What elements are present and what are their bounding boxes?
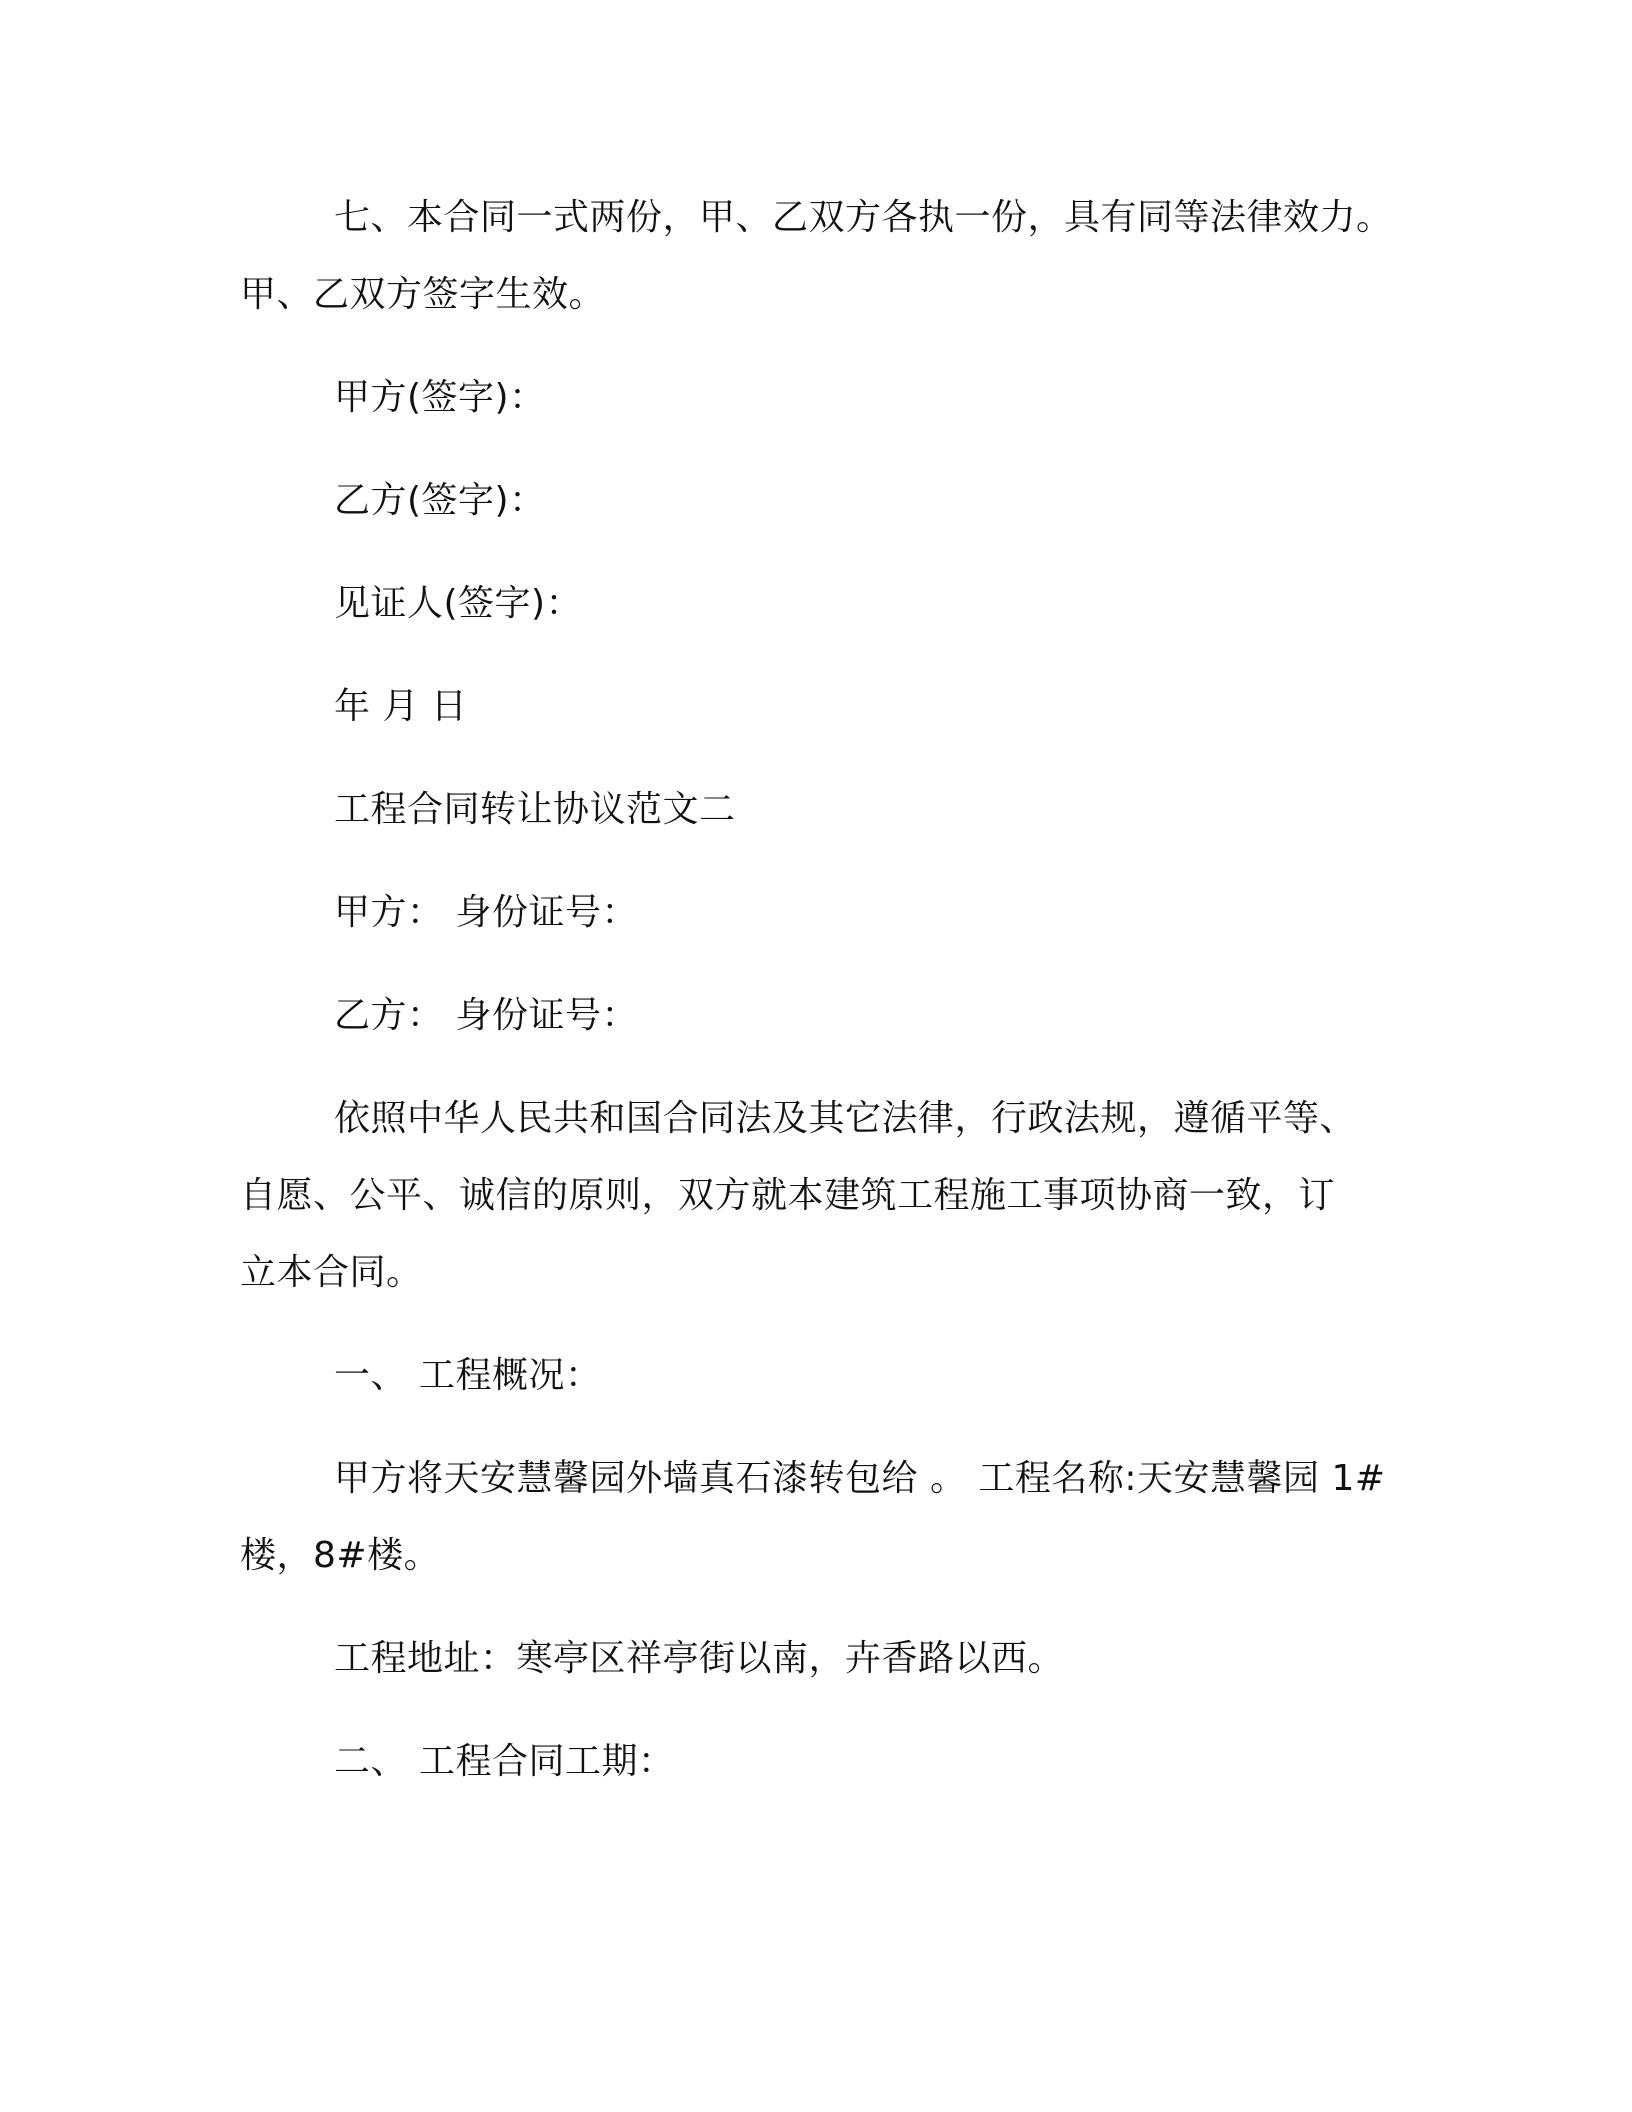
party-a-id-line: 甲方： 身份证号： <box>334 892 638 933</box>
preamble-line-1: 依照中华人民共和国合同法及其它法律，行政法规，遵循平等、 <box>334 1098 1357 1139</box>
project-description-line-1: 甲方将天安慧馨园外墙真石漆转包给 。 工程名称:天安慧馨园 1# <box>334 1458 1386 1499</box>
project-address-line: 工程地址：寒亭区祥亭街以南，卉香路以西。 <box>334 1638 1065 1679</box>
clause-seven-line-1: 七、本合同一式两份，甲、乙双方各执一份，具有同等法律效力。 <box>334 197 1393 238</box>
witness-signature: 见证人(签字)： <box>334 583 583 624</box>
date-line: 年 月 日 <box>334 686 468 727</box>
party-b-id-line: 乙方： 身份证号： <box>334 995 638 1036</box>
clause-two-heading: 二、 工程合同工期： <box>334 1741 675 1782</box>
clause-seven-line-2: 甲、乙双方签字生效。 <box>240 274 606 315</box>
clause-one-heading: 一、 工程概况： <box>334 1355 602 1396</box>
preamble-line-3: 立本合同。 <box>240 1252 423 1293</box>
party-b-signature: 乙方(签字)： <box>334 480 546 521</box>
project-description-line-2: 楼，8#楼。 <box>240 1535 441 1576</box>
preamble-line-2: 自愿、公平、诚信的原则，双方就本建筑工程施工事项协商一致，订 <box>240 1175 1336 1216</box>
party-a-signature: 甲方(签字)： <box>334 377 546 418</box>
section-heading: 工程合同转让协议范文二 <box>334 789 736 830</box>
